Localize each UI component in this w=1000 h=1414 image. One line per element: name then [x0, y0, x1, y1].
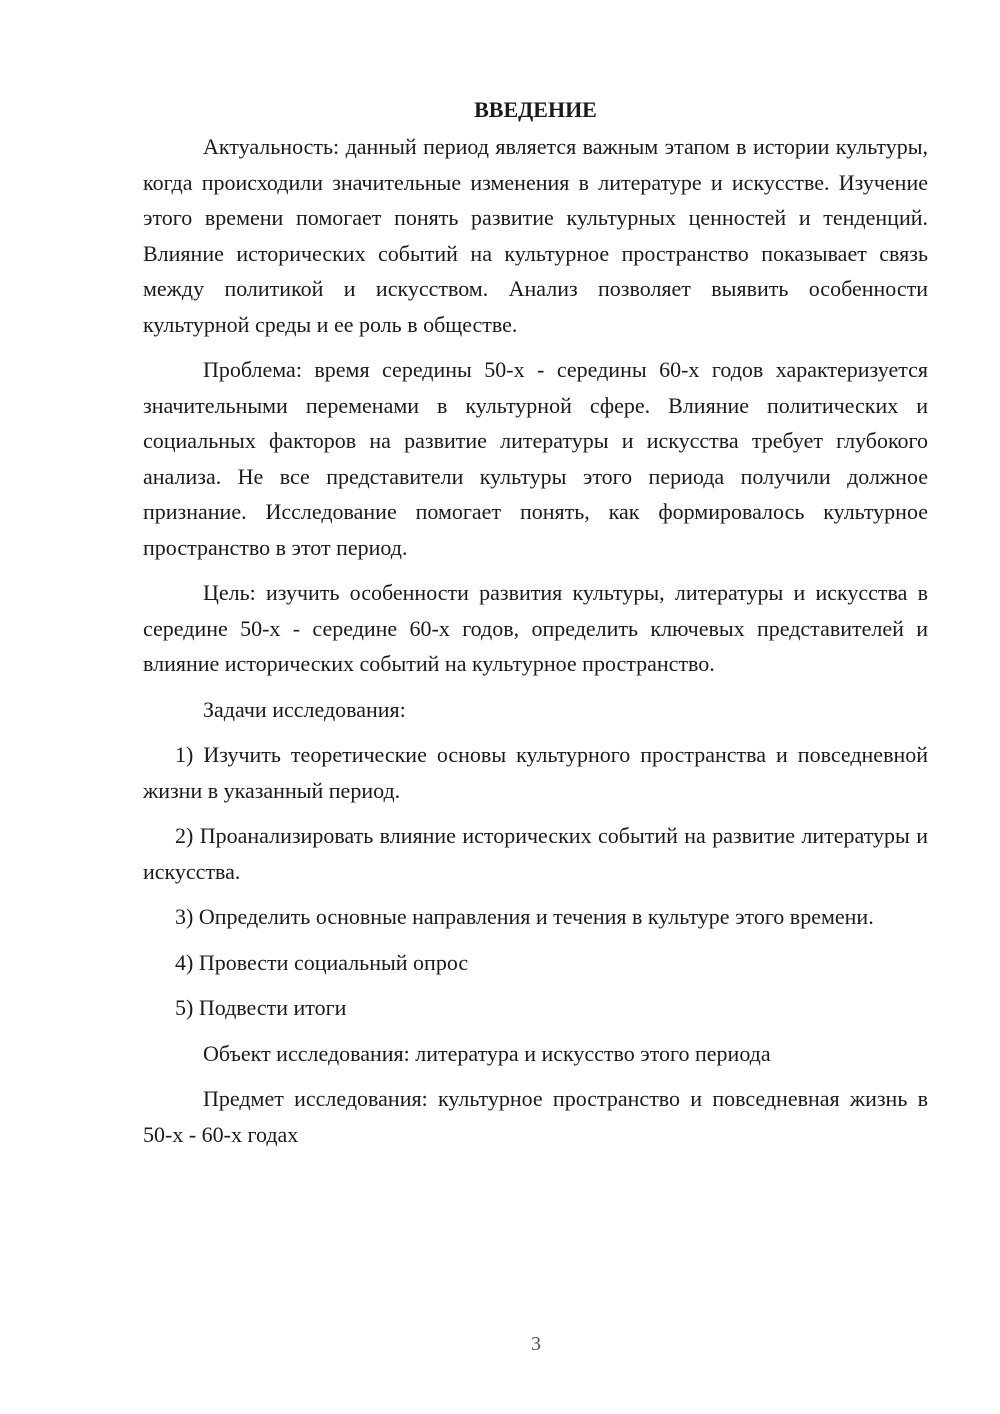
task-item-2: 2) Проанализировать влияние исторических событий на развитие литературы и искусства.	[143, 823, 928, 884]
tasks-heading: Задачи исследования:	[203, 696, 406, 722]
goal-paragraph: Цель: изучить особенности развития культуры, литературы и искусства в середине 50-х - середине 60-х годов, определить ключевых представителей и влияние исторических событий на культурное пространство.	[143, 580, 928, 676]
research-object: Объект исследования: литература и искусство этого периода	[203, 1040, 771, 1066]
task-item-5: 5) Подвести итоги	[175, 995, 347, 1020]
document-page	[143, 92, 928, 1162]
problem-paragraph: Проблема: время середины 50-х - середины 60-х годов характеризуется значительными переменами в культурной сфере. Влияние политических и социальных факторов на развитие литературы и искусства требует глубокого анализа. Не все представители культуры этого периода получили должное признание. Исследование помогает понять, как формировалось культурное пространство в этот период.	[143, 357, 928, 560]
page-number: 3	[531, 1333, 541, 1355]
task-item-3: 3) Определить основные направления и течения в культуре этого времени.	[175, 904, 874, 929]
section-title: ВВЕДЕНИЕ	[474, 97, 597, 122]
relevance-paragraph: Актуальность: данный период является важным этапом в истории культуры, когда происходили значительные изменения в литературе и искусстве. Изучение этого времени помогает понять развитие культурных ценностей и тенденций. Влияние исторических событий на культурное пространство показывает связь между политикой и искусством. Анализ позволяет выявить особенности культурной среды и ее роль в обществе.	[143, 134, 928, 337]
task-item-4: 4) Провести социальный опрос	[175, 949, 469, 975]
research-subject: Предмет исследования: культурное пространство и повседневная жизнь в 50-х - 60-х годах	[143, 1086, 928, 1147]
task-item-1: 1) Изучить теоретические основы культурного пространства и повседневной жизни в указанный период.	[143, 742, 928, 803]
